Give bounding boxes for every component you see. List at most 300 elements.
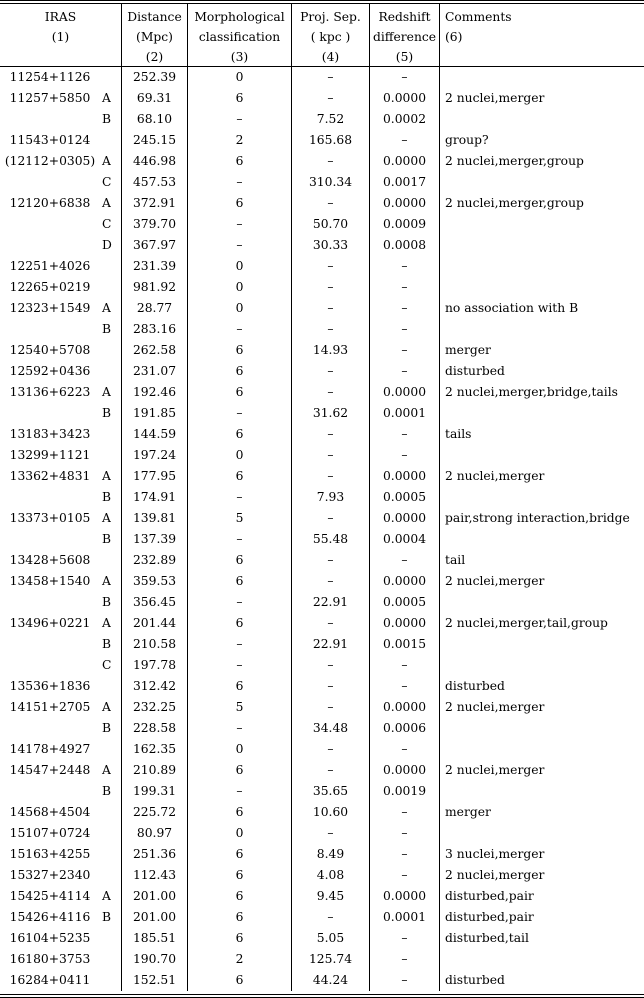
component-cell	[100, 676, 122, 697]
morph-class-cell: 6	[188, 886, 292, 907]
morph-class-cell: 6	[188, 550, 292, 571]
redshift-diff-cell: –	[370, 739, 440, 760]
morph-class-cell: –	[188, 235, 292, 256]
morph-class-cell: –	[188, 403, 292, 424]
comment-cell	[440, 781, 644, 802]
iras-name-cell: 12323+1549	[9, 301, 91, 315]
component-cell: A	[100, 571, 122, 592]
proj-sep-cell: –	[292, 760, 370, 781]
proj-sep-cell: –	[292, 319, 370, 340]
distance-cell: 201.00	[122, 907, 188, 928]
redshift-diff-cell: –	[370, 319, 440, 340]
redshift-diff-cell: 0.0000	[370, 88, 440, 109]
proj-sep-cell: –	[292, 361, 370, 382]
distance-cell: 457.53	[122, 172, 188, 193]
redshift-diff-cell: –	[370, 550, 440, 571]
distance-cell: 199.31	[122, 781, 188, 802]
proj-sep-cell: 5.05	[292, 928, 370, 949]
component-cell: B	[100, 109, 122, 130]
iras-name-cell: 14547+2448	[9, 763, 91, 777]
morph-class-cell: 6	[188, 88, 292, 109]
proj-sep-cell: –	[292, 823, 370, 844]
iras-name-cell: 11257+5850	[9, 91, 91, 105]
morph-class-cell: 6	[188, 466, 292, 487]
morph-class-cell: 6	[188, 802, 292, 823]
component-cell: B	[100, 487, 122, 508]
component-cell: B	[100, 592, 122, 613]
proj-sep-cell: –	[292, 676, 370, 697]
table-row	[0, 928, 644, 949]
proj-sep-cell: 4.08	[292, 865, 370, 886]
distance-cell: 228.58	[122, 718, 188, 739]
table-row	[0, 949, 644, 970]
comment-cell: 2 nuclei,merger,bridge,tails	[445, 385, 618, 399]
distance-cell: 201.44	[122, 613, 188, 634]
comment-cell	[440, 319, 644, 340]
component-cell: B	[100, 319, 122, 340]
distance-cell: 231.07	[122, 361, 188, 382]
table-row	[0, 571, 644, 592]
distance-cell: 144.59	[122, 424, 188, 445]
component-cell: A	[100, 151, 122, 172]
iras-name-cell	[0, 172, 100, 193]
component-cell: A	[100, 697, 122, 718]
component-cell	[100, 424, 122, 445]
morph-class-cell: 6	[188, 844, 292, 865]
morph-class-cell: 0	[188, 739, 292, 760]
iras-name-cell: 11543+0124	[9, 133, 91, 147]
comment-cell: 3 nuclei,merger	[445, 847, 545, 861]
proj-sep-cell: 310.34	[292, 172, 370, 193]
comment-cell: 2 nuclei,merger	[445, 574, 545, 588]
comment-cell	[440, 403, 644, 424]
iras-name-cell	[0, 214, 100, 235]
redshift-diff-cell: –	[370, 298, 440, 319]
proj-sep-cell: –	[292, 256, 370, 277]
redshift-diff-cell: 0.0005	[370, 487, 440, 508]
iras-name-cell: 14151+2705	[9, 700, 91, 714]
redshift-diff-cell: 0.0001	[370, 403, 440, 424]
table-row	[0, 613, 644, 634]
distance-cell: 185.51	[122, 928, 188, 949]
proj-sep-cell: 8.49	[292, 844, 370, 865]
comment-cell: disturbed	[445, 364, 505, 378]
iras-name-cell: 16104+5235	[9, 931, 91, 945]
proj-sep-cell: –	[292, 907, 370, 928]
redshift-diff-cell: 0.0000	[370, 151, 440, 172]
component-cell	[100, 361, 122, 382]
comment-cell: pair,strong interaction,bridge	[445, 511, 630, 525]
proj-sep-cell: 14.93	[292, 340, 370, 361]
proj-sep-cell: 35.65	[292, 781, 370, 802]
iras-name-cell	[0, 319, 100, 340]
distance-cell: 28.77	[122, 298, 188, 319]
proj-sep-cell: 44.24	[292, 970, 370, 991]
table-row	[0, 67, 644, 88]
redshift-diff-cell: –	[370, 823, 440, 844]
component-cell: D	[100, 235, 122, 256]
redshift-diff-cell: –	[370, 67, 440, 88]
proj-sep-cell: –	[292, 655, 370, 676]
component-cell	[100, 865, 122, 886]
morph-class-cell: 0	[188, 298, 292, 319]
iras-name-cell: 13183+3423	[9, 427, 91, 441]
component-cell	[100, 970, 122, 991]
component-cell: A	[100, 298, 122, 319]
redshift-diff-cell: 0.0002	[370, 109, 440, 130]
morph-class-cell: 6	[188, 571, 292, 592]
distance-cell: 177.95	[122, 466, 188, 487]
redshift-diff-cell: 0.0015	[370, 634, 440, 655]
morph-class-cell: –	[188, 487, 292, 508]
morph-class-cell: –	[188, 172, 292, 193]
comment-cell: 2 nuclei,merger	[445, 469, 545, 483]
component-cell	[100, 67, 122, 88]
table-row	[0, 109, 644, 130]
table-row	[0, 424, 644, 445]
proj-sep-cell: 22.91	[292, 634, 370, 655]
distance-cell: 359.53	[122, 571, 188, 592]
table-row	[0, 445, 644, 466]
proj-sep-cell: 31.62	[292, 403, 370, 424]
comment-cell	[440, 487, 644, 508]
iras-name-cell	[0, 781, 100, 802]
redshift-diff-cell: –	[370, 802, 440, 823]
distance-cell: 192.46	[122, 382, 188, 403]
comment-cell: tails	[445, 427, 472, 441]
table-row	[0, 130, 644, 151]
iras-name-cell	[0, 718, 100, 739]
morph-class-cell: 0	[188, 277, 292, 298]
morph-class-cell: 6	[188, 613, 292, 634]
table-row	[0, 592, 644, 613]
table-row	[0, 382, 644, 403]
distance-cell: 162.35	[122, 739, 188, 760]
component-cell	[100, 949, 122, 970]
distance-cell: 197.24	[122, 445, 188, 466]
iras-name-cell: 12265+0219	[9, 280, 91, 294]
component-cell: B	[100, 781, 122, 802]
distance-cell: 283.16	[122, 319, 188, 340]
proj-sep-cell: 34.48	[292, 718, 370, 739]
comment-cell	[440, 949, 644, 970]
table-row	[0, 340, 644, 361]
comment-cell	[440, 277, 644, 298]
component-cell: B	[100, 529, 122, 550]
comment-cell	[440, 172, 644, 193]
iras-name-cell: 14568+4504	[9, 805, 91, 819]
morph-class-cell: 0	[188, 823, 292, 844]
proj-sep-cell: –	[292, 466, 370, 487]
morph-class-cell: –	[188, 529, 292, 550]
comment-cell	[440, 655, 644, 676]
morph-class-cell: 5	[188, 697, 292, 718]
distance-cell: 191.85	[122, 403, 188, 424]
iras-name-cell: 13362+4831	[9, 469, 91, 483]
iras-name-cell: 12251+4026	[9, 259, 91, 273]
component-cell	[100, 256, 122, 277]
comment-cell: disturbed,pair	[445, 889, 534, 903]
distance-cell: 201.00	[122, 886, 188, 907]
component-cell	[100, 340, 122, 361]
iras-name-cell	[0, 487, 100, 508]
morph-class-cell: 6	[188, 424, 292, 445]
distance-cell: 446.98	[122, 151, 188, 172]
component-cell	[100, 844, 122, 865]
distance-cell: 139.81	[122, 508, 188, 529]
redshift-diff-cell: 0.0000	[370, 571, 440, 592]
redshift-diff-cell: –	[370, 445, 440, 466]
morph-class-cell: –	[188, 109, 292, 130]
morph-class-cell: 6	[188, 865, 292, 886]
distance-cell: 80.97	[122, 823, 188, 844]
comment-cell: no association with B	[445, 301, 579, 315]
distance-cell: 981.92	[122, 277, 188, 298]
distance-cell: 232.89	[122, 550, 188, 571]
morph-class-cell: 6	[188, 928, 292, 949]
comment-cell: disturbed	[445, 679, 505, 693]
table-row	[0, 907, 644, 928]
iras-name-cell: (12112+0305)	[4, 154, 96, 168]
component-cell	[100, 739, 122, 760]
proj-sep-cell: 7.52	[292, 109, 370, 130]
component-cell: B	[100, 718, 122, 739]
top-rule	[0, 0, 644, 1]
component-cell	[100, 445, 122, 466]
distance-cell: 197.78	[122, 655, 188, 676]
comment-cell: disturbed,pair	[445, 910, 534, 924]
table-row	[0, 256, 644, 277]
component-cell: C	[100, 172, 122, 193]
redshift-diff-cell: –	[370, 340, 440, 361]
distance-cell: 251.36	[122, 844, 188, 865]
distance-cell: 69.31	[122, 88, 188, 109]
component-cell: A	[100, 886, 122, 907]
redshift-diff-cell: –	[370, 949, 440, 970]
comment-cell: merger	[445, 805, 491, 819]
morph-class-cell: 6	[188, 907, 292, 928]
table-row	[0, 697, 644, 718]
component-cell	[100, 823, 122, 844]
iras-name-cell: 13496+0221	[9, 616, 91, 630]
table-body	[0, 67, 644, 991]
iras-name-cell	[0, 109, 100, 130]
distance-cell: 379.70	[122, 214, 188, 235]
proj-sep-cell: –	[292, 697, 370, 718]
component-cell: C	[100, 655, 122, 676]
redshift-diff-cell: –	[370, 655, 440, 676]
component-cell	[100, 130, 122, 151]
distance-cell: 152.51	[122, 970, 188, 991]
distance-cell: 252.39	[122, 67, 188, 88]
morph-class-cell: 0	[188, 256, 292, 277]
table-row	[0, 634, 644, 655]
distance-cell: 210.58	[122, 634, 188, 655]
table-row	[0, 235, 644, 256]
proj-sep-cell: 125.74	[292, 949, 370, 970]
component-cell	[100, 928, 122, 949]
table-row	[0, 760, 644, 781]
proj-sep-cell: –	[292, 508, 370, 529]
component-cell: A	[100, 382, 122, 403]
proj-sep-cell: 9.45	[292, 886, 370, 907]
comment-cell: 2 nuclei,merger,group	[445, 196, 584, 210]
redshift-diff-cell: –	[370, 277, 440, 298]
redshift-diff-cell: –	[370, 865, 440, 886]
proj-sep-cell: 22.91	[292, 592, 370, 613]
table-row	[0, 298, 644, 319]
proj-sep-cell: 165.68	[292, 130, 370, 151]
table-row	[0, 361, 644, 382]
table-row	[0, 193, 644, 214]
proj-sep-cell: 50.70	[292, 214, 370, 235]
redshift-diff-cell: –	[370, 844, 440, 865]
iras-name-cell: 13536+1836	[9, 679, 91, 693]
distance-cell: 232.25	[122, 697, 188, 718]
comment-cell: 2 nuclei,merger,tail,group	[445, 616, 608, 630]
morph-class-cell: –	[188, 592, 292, 613]
comment-cell: 2 nuclei,merger	[445, 700, 545, 714]
table-row	[0, 151, 644, 172]
iras-name-cell: 12120+6838	[9, 196, 91, 210]
header-morphological: Morphological classification (3)	[188, 4, 292, 66]
redshift-diff-cell: –	[370, 676, 440, 697]
table-row	[0, 319, 644, 340]
proj-sep-cell: –	[292, 298, 370, 319]
redshift-diff-cell: 0.0004	[370, 529, 440, 550]
morph-class-cell: 6	[188, 151, 292, 172]
proj-sep-cell: –	[292, 277, 370, 298]
table-row	[0, 844, 644, 865]
morph-class-cell: –	[188, 634, 292, 655]
iras-name-cell: 16284+0411	[9, 973, 91, 987]
comment-cell: 2 nuclei,merger,group	[445, 154, 584, 168]
proj-sep-cell: –	[292, 382, 370, 403]
table-row	[0, 655, 644, 676]
iras-name-cell: 16180+3753	[9, 952, 91, 966]
iras-name-cell: 11254+1126	[9, 70, 91, 84]
distance-cell: 367.97	[122, 235, 188, 256]
redshift-diff-cell: 0.0008	[370, 235, 440, 256]
iras-name-cell	[0, 529, 100, 550]
redshift-diff-cell: –	[370, 970, 440, 991]
morph-class-cell: 2	[188, 130, 292, 151]
component-cell: A	[100, 760, 122, 781]
table-row	[0, 802, 644, 823]
comment-cell	[440, 529, 644, 550]
component-cell	[100, 277, 122, 298]
distance-cell: 190.70	[122, 949, 188, 970]
component-cell: B	[100, 907, 122, 928]
distance-cell: 312.42	[122, 676, 188, 697]
proj-sep-cell: –	[292, 151, 370, 172]
iras-name-cell: 13136+6223	[9, 385, 91, 399]
table-row	[0, 508, 644, 529]
redshift-diff-cell: –	[370, 928, 440, 949]
iras-name-cell: 15426+4116	[9, 910, 91, 924]
distance-cell: 225.72	[122, 802, 188, 823]
morph-class-cell: –	[188, 718, 292, 739]
distance-cell: 262.58	[122, 340, 188, 361]
distance-cell: 68.10	[122, 109, 188, 130]
morph-class-cell: 2	[188, 949, 292, 970]
redshift-diff-cell: 0.0000	[370, 508, 440, 529]
table-row	[0, 487, 644, 508]
distance-cell: 231.39	[122, 256, 188, 277]
iras-name-cell: 15163+4255	[9, 847, 91, 861]
table-row	[0, 550, 644, 571]
morph-class-cell: 6	[188, 970, 292, 991]
distance-cell: 210.89	[122, 760, 188, 781]
table-row	[0, 781, 644, 802]
table-row	[0, 88, 644, 109]
redshift-diff-cell: 0.0009	[370, 214, 440, 235]
table-row	[0, 403, 644, 424]
iras-name-cell: 13458+1540	[9, 574, 91, 588]
table-row	[0, 823, 644, 844]
comment-cell	[440, 634, 644, 655]
morph-class-cell: 0	[188, 445, 292, 466]
table-row	[0, 214, 644, 235]
table-row	[0, 865, 644, 886]
table-row	[0, 739, 644, 760]
header-distance: Distance (Mpc) (2)	[122, 4, 188, 66]
component-cell	[100, 802, 122, 823]
comment-cell	[440, 256, 644, 277]
component-cell: B	[100, 634, 122, 655]
proj-sep-cell: 55.48	[292, 529, 370, 550]
table-row	[0, 970, 644, 991]
iras-name-cell	[0, 634, 100, 655]
comment-cell	[440, 823, 644, 844]
table-row	[0, 886, 644, 907]
iras-name-cell: 15327+2340	[9, 868, 91, 882]
comment-cell	[440, 214, 644, 235]
distance-cell: 137.39	[122, 529, 188, 550]
distance-cell: 372.91	[122, 193, 188, 214]
redshift-diff-cell: 0.0000	[370, 193, 440, 214]
proj-sep-cell: –	[292, 193, 370, 214]
iras-name-cell	[0, 655, 100, 676]
comment-cell: group?	[445, 133, 489, 147]
proj-sep-cell: –	[292, 424, 370, 445]
comment-cell: disturbed	[445, 973, 505, 987]
comment-cell: 2 nuclei,merger	[445, 763, 545, 777]
proj-sep-cell: 7.93	[292, 487, 370, 508]
comment-cell	[440, 445, 644, 466]
proj-sep-cell: –	[292, 67, 370, 88]
header-redshift: Redshift difference (5)	[370, 4, 440, 66]
redshift-diff-cell: 0.0000	[370, 697, 440, 718]
proj-sep-cell: –	[292, 550, 370, 571]
header-iras: IRAS (1)	[0, 4, 122, 66]
table-row	[0, 529, 644, 550]
morph-class-cell: –	[188, 781, 292, 802]
redshift-diff-cell: 0.0019	[370, 781, 440, 802]
morph-class-cell: 0	[188, 67, 292, 88]
component-cell: B	[100, 403, 122, 424]
morph-class-cell: 6	[188, 340, 292, 361]
table-row	[0, 466, 644, 487]
comment-cell	[440, 67, 644, 88]
morph-class-cell: –	[188, 319, 292, 340]
redshift-diff-cell: 0.0006	[370, 718, 440, 739]
redshift-diff-cell: 0.0000	[370, 382, 440, 403]
iras-name-cell: 13428+5608	[9, 553, 91, 567]
redshift-diff-cell: 0.0000	[370, 886, 440, 907]
comment-cell: 2 nuclei,merger	[445, 868, 545, 882]
comment-cell	[440, 718, 644, 739]
